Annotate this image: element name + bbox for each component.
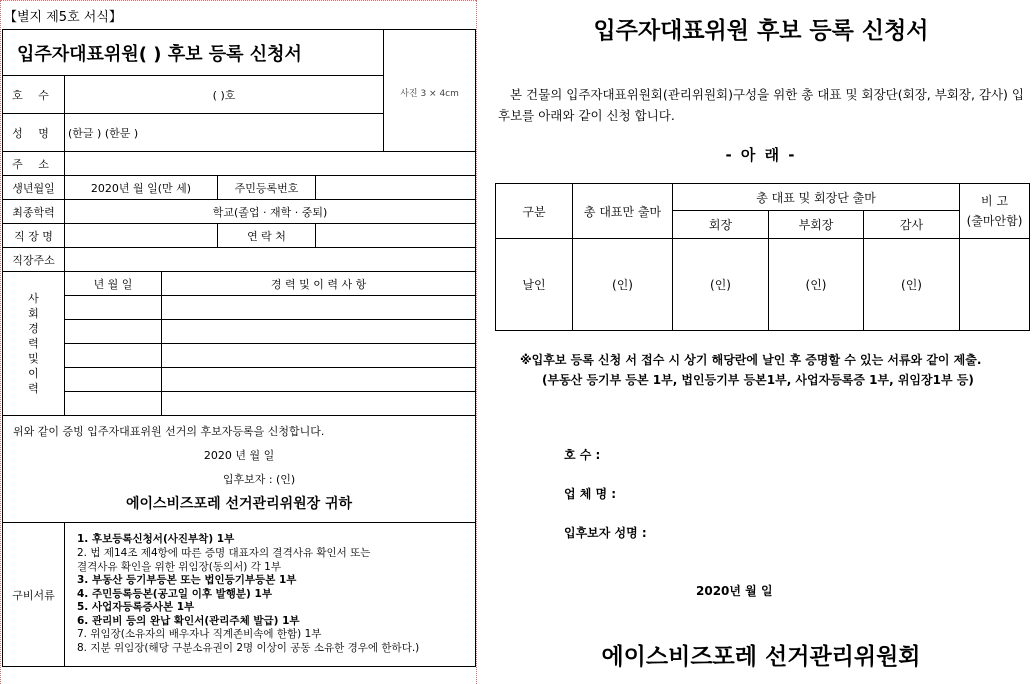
- career-date-cell[interactable]: [65, 392, 162, 416]
- right-date: 2020년 월 일: [696, 584, 773, 598]
- job-field[interactable]: [65, 224, 218, 248]
- job-label: 직 장 명: [3, 224, 65, 248]
- col-chair: 회장: [673, 211, 769, 239]
- form-tag: 【별지 제5호 서식】: [4, 10, 122, 25]
- contact-field[interactable]: [316, 224, 476, 248]
- contact-label: 연 락 처: [218, 224, 316, 248]
- candidate-field-label: 입후보자 성명 :: [564, 526, 647, 540]
- statement-block: [3, 416, 476, 523]
- career-detail-cell[interactable]: [162, 320, 476, 344]
- doc-item: 5. 사업자등록증사본 1부: [77, 601, 195, 614]
- address-label: 주 소: [3, 152, 65, 176]
- statement-text: 위와 같이 증빙 입주자대표위원 선거의 후보자등록을 신청합니다.: [13, 425, 325, 438]
- career-detail-cell[interactable]: [162, 392, 476, 416]
- applicant-line: 입후보자 : (인): [222, 473, 296, 486]
- seal-chair[interactable]: (인): [673, 239, 769, 331]
- addressee: 에이스비즈포레 선거관리위원장 귀하: [125, 496, 353, 512]
- education-field[interactable]: 학교(졸업 · 재학 · 중퇴): [65, 200, 476, 224]
- doc-item: 6. 관리비 등의 완납 확인서(관리주체 발급) 1부: [77, 614, 300, 627]
- photo-box: [384, 30, 476, 152]
- doc-item: 2. 법 제14조 제4항에 따른 증명 대표자의 결격사유 확인서 또는: [77, 546, 371, 559]
- doc-item: 7. 위임장(소유자의 배우자나 직계존비속에 한함) 1부: [77, 628, 322, 641]
- career-detail-header: 경 력 및 이 력 사 항: [162, 272, 476, 296]
- birth-field[interactable]: 2020년 월 일(만 세): [65, 176, 218, 200]
- unit-field[interactable]: ( )호: [65, 76, 384, 114]
- doc-item: 결격사유 확인을 위한 위임장(동의서) 각 1부: [77, 560, 281, 573]
- seal-rep-only[interactable]: (인): [573, 239, 673, 331]
- col-vice: 부회장: [769, 211, 864, 239]
- job-address-field[interactable]: [65, 248, 476, 272]
- docs-list: [65, 530, 475, 658]
- submission-remark: ※입후보 등록 신청 서 접수 시 상기 해당란에 날인 후 증명할 수 있는 서류와 같이 제출. (부동산 등기부 등본 1부, 법인등기부 등본1부, 사업자등록증 1부, 위임장1부 등): [520, 353, 982, 387]
- doc-item: 3. 부동산 등기부등본 또는 법인등기부등본 1부: [77, 574, 297, 587]
- rrn-field[interactable]: [316, 176, 476, 200]
- photo-note: 사진 3 × 4cm: [400, 89, 459, 99]
- unit-label: 호 수: [3, 76, 65, 114]
- page-divider: [476, 0, 477, 684]
- career-date-cell[interactable]: [65, 344, 162, 368]
- name-field[interactable]: (한글 ) (한문 ): [65, 114, 384, 152]
- career-date-cell[interactable]: [65, 296, 162, 320]
- rrn-label: 주민등록번호: [218, 176, 316, 200]
- career-date-header: 년 월 일: [65, 272, 162, 296]
- docs-cell: [65, 523, 476, 667]
- col-category: 구분: [496, 184, 573, 239]
- career-date-cell[interactable]: [65, 320, 162, 344]
- seal-audit[interactable]: (인): [864, 239, 960, 331]
- career-date-cell[interactable]: [65, 368, 162, 392]
- col-audit: 감사: [864, 211, 960, 239]
- registration-form-table: [2, 29, 476, 667]
- right-title: 입주자대표위원 후보 등록 신청서: [593, 18, 929, 44]
- seal-remark[interactable]: [960, 239, 1030, 331]
- job-address-label: 직장주소: [3, 248, 65, 272]
- career-detail-cell[interactable]: [162, 368, 476, 392]
- seal-vice[interactable]: (인): [769, 239, 864, 331]
- birth-label: 생년월일: [3, 176, 65, 200]
- career-detail-cell[interactable]: [162, 296, 476, 320]
- col-rep-only: 총 대표만 출마: [573, 184, 673, 239]
- career-detail-cell[interactable]: [162, 344, 476, 368]
- docs-label: 구비서류: [3, 523, 65, 667]
- doc-item: 1. 후보등록신청서(사진부착) 1부: [77, 533, 235, 546]
- name-label: 성 명: [3, 114, 65, 152]
- note-heading: - 아 래 -: [725, 146, 797, 164]
- right-intro: 본 건물의 입주자대표위원회(관리위원회)구성을 위한 총 대표 및 회장단(회장, 부회장, 감사) 입후보를 아래와 같이 신청 합니다.: [498, 87, 1024, 123]
- candidacy-table: [495, 183, 1030, 331]
- col-group: 총 대표 및 회장단 출마: [673, 184, 960, 211]
- right-org: 에이스비즈포레 선거관리위원회: [601, 644, 921, 670]
- col-remark: 비 고 (출마안함): [960, 184, 1030, 239]
- row-seal-label: 날인: [496, 239, 573, 331]
- address-field[interactable]: [65, 152, 476, 176]
- career-label: 사회경력 및 이력: [3, 272, 65, 416]
- education-label: 최종학력: [3, 200, 65, 224]
- page-left-border: [0, 0, 1, 684]
- company-field-label: 업 체 명 :: [564, 487, 617, 501]
- doc-item: 8. 지분 위임장(해당 구분소유권이 2명 이상이 공동 소유한 경우에 한하다.): [77, 642, 420, 655]
- doc-item: 4. 주민등록등본(공고일 이후 발행분) 1부: [77, 587, 272, 600]
- page-top-border: [0, 0, 476, 1]
- unit-field-label: 호 수 :: [564, 448, 601, 462]
- form-title: 입주자대표위원( ) 후보 등록 신청서: [3, 30, 384, 76]
- date-line: 2020 년 월 일: [203, 449, 275, 462]
